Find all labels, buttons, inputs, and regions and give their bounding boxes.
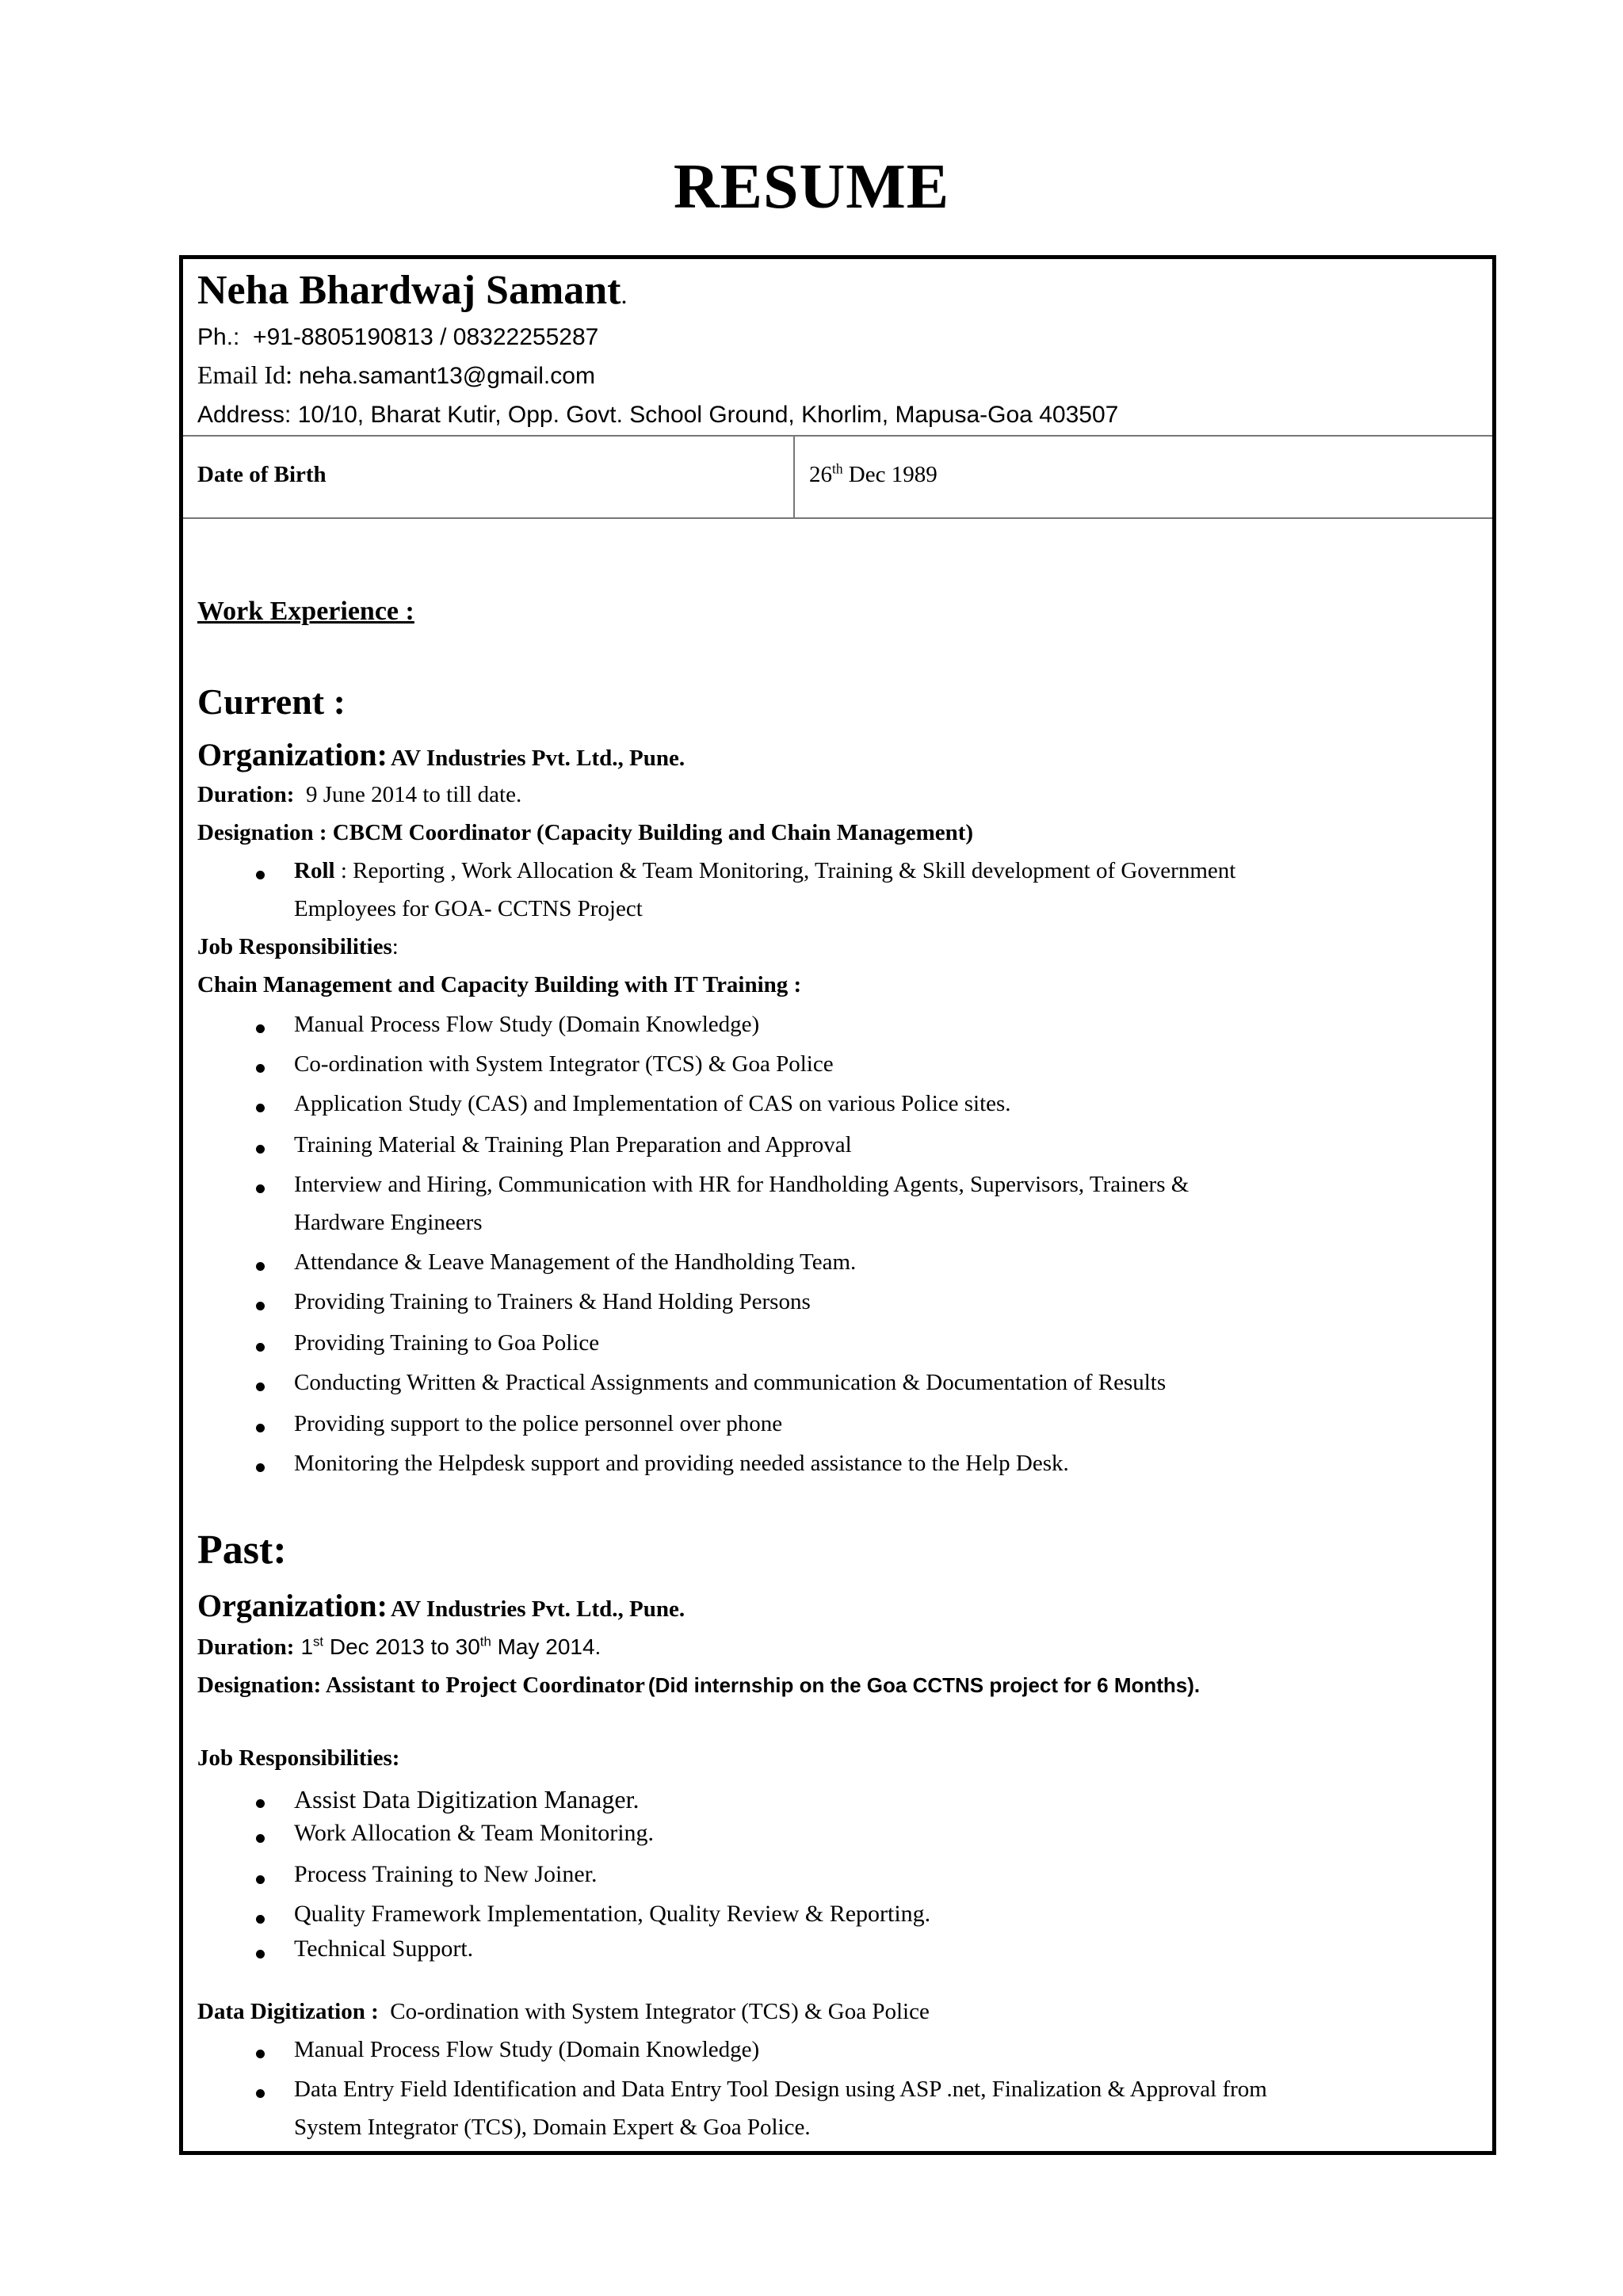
list-item-text: Training Material & Training Plan Preparation and Approval <box>294 1132 852 1158</box>
bullet-dot <box>256 1875 265 1884</box>
current-duration-label: Duration: <box>197 782 295 807</box>
phone-label: Ph.: <box>197 324 240 350</box>
past-duration-start-day: 1 <box>300 1634 314 1659</box>
list-item-text: Providing Training to Trainers & Hand Holding Persons <box>294 1289 811 1314</box>
past-org-value: AV Industries Pvt. Ltd., Pune. <box>390 1596 685 1622</box>
bullet-dot <box>256 1104 265 1112</box>
list-item-text: Manual Process Flow Study (Domain Knowledge) <box>294 2037 760 2062</box>
past-organization <box>197 1587 685 1624</box>
dob-value <box>809 462 938 488</box>
bullet-dot <box>256 1024 265 1033</box>
past-duration <box>197 1634 601 1661</box>
bullet-dot <box>256 1064 265 1073</box>
current-duration <box>197 782 521 808</box>
bullet-dot <box>256 1184 265 1193</box>
email-label: Email Id: <box>197 360 292 389</box>
dob-day-suffix: th <box>832 460 843 477</box>
candidate-name-text: Neha Bhardwaj Samant <box>197 268 621 313</box>
past-duration-end: May 2014. <box>491 1634 601 1659</box>
bullet-dot <box>256 1343 265 1352</box>
list-item-text: Providing Training to Goa Police <box>294 1330 600 1356</box>
list-item-text: Quality Framework Implementation, Quality Review & Reporting. <box>294 1901 931 1927</box>
past-org-label: Organization: <box>197 1588 388 1623</box>
candidate-name <box>197 264 628 318</box>
chain-management-heading: Chain Management and Capacity Building with IT Training : <box>197 972 802 997</box>
list-item-text: Work Allocation & Team Monitoring. <box>294 1820 655 1846</box>
current-org-label: Organization: <box>197 737 388 772</box>
current-designation: Designation : CBCM Coordinator (Capacity Building and Chain Management) <box>197 820 974 845</box>
bullet-dot <box>256 1915 265 1924</box>
list-item-text: Hardware Engineers <box>294 1210 483 1235</box>
past-duration-middle: Dec 2013 to 30 <box>323 1634 480 1659</box>
past-job-responsibilities: Job Responsibilities: <box>197 1745 400 1771</box>
email-line <box>197 360 595 390</box>
past-duration-label: Duration: <box>197 1634 295 1660</box>
list-item-text: Providing support to the police personnel over phone <box>294 1411 783 1436</box>
dob-divider <box>183 517 1492 519</box>
bullet-dot <box>256 1463 265 1472</box>
list-item-text: Interview and Hiring, Communication with HR for Handholding Agents, Supervisors, Trainers & <box>294 1172 1190 1197</box>
dob-label: Date of Birth <box>197 462 327 487</box>
roll-label: Roll <box>294 858 335 883</box>
list-item-text: Monitoring the Helpdesk support and providing needed assistance to the Help Desk. <box>294 1451 1069 1476</box>
roll-line-2: Employees for GOA- CCTNS Project <box>294 896 643 921</box>
phone-value: +91-8805190813 / 08322255287 <box>253 324 599 350</box>
list-item-text: Co-ordination with System Integrator (TCS) & Goa Police <box>294 1051 834 1077</box>
data-digitization-label: Data Digitization : <box>197 1999 379 2024</box>
current-heading: Current : <box>197 681 346 722</box>
address-line: Address: 10/10, Bharat Kutir, Opp. Govt. School Ground, Khorlim, Mapusa-Goa 403507 <box>197 402 1119 428</box>
past-designation-label: Designation: Assistant to Project Coordinator <box>197 1672 645 1698</box>
list-item-text: Process Training to New Joiner. <box>294 1861 598 1887</box>
bullet-dot <box>256 1262 265 1271</box>
list-item-text: Technical Support. <box>294 1936 474 1962</box>
past-duration-start-sup: st <box>313 1634 324 1650</box>
bullet-dot <box>256 1424 265 1432</box>
phone-line <box>197 324 598 351</box>
list-item-text: Application Study (CAS) and Implementation of CAS on various Police sites. <box>294 1091 1011 1116</box>
resume-frame <box>179 255 1496 2155</box>
current-duration-value: 9 June 2014 to till date. <box>305 782 522 807</box>
current-job-responsibilities <box>197 934 399 960</box>
roll-line-1 <box>294 858 1235 884</box>
past-duration-end-sup: th <box>479 1634 491 1650</box>
list-item-text: Conducting Written & Practical Assignments and communication & Documentation of Results <box>294 1370 1167 1395</box>
list-item-text: Attendance & Leave Management of the Handholding Team. <box>294 1249 857 1275</box>
dob-rest: Dec 1989 <box>848 462 938 487</box>
bullet-dot <box>256 1383 265 1391</box>
dob-day: 26 <box>809 462 832 487</box>
past-duration-value <box>300 1634 601 1659</box>
current-job-colon: : <box>391 934 399 959</box>
list-item-text: Manual Process Flow Study (Domain Knowledge) <box>294 1012 760 1037</box>
bullet-dot <box>256 1834 265 1843</box>
email-value: neha.samant13@gmail.com <box>298 363 595 389</box>
bullet-dot <box>256 2050 265 2058</box>
current-job-label: Job Responsibilities <box>197 934 392 959</box>
list-item-text: Data Entry Field Identification and Data Entry Tool Design using ASP .net, Finalization & Approval from <box>294 2077 1267 2102</box>
data-digitization-line <box>197 1999 930 2025</box>
roll-bullet <box>256 871 265 879</box>
data-digitization-value: Co-ordination with System Integrator (TCS) & Goa Police <box>390 1999 930 2024</box>
dob-column-divider <box>793 435 795 519</box>
past-designation <box>197 1672 1200 1699</box>
candidate-name-suffix: . <box>621 280 628 309</box>
list-item-text: System Integrator (TCS), Domain Expert & Goa Police. <box>294 2115 811 2140</box>
bullet-dot <box>256 1145 265 1154</box>
bullet-dot <box>256 1950 265 1958</box>
work-experience-heading: Work Experience : <box>197 597 414 626</box>
current-organization <box>197 736 685 773</box>
current-org-value: AV Industries Pvt. Ltd., Pune. <box>390 746 685 771</box>
page-title: RESUME <box>673 152 950 222</box>
bullet-dot <box>256 1302 265 1310</box>
list-item-text: Assist Data Digitization Manager. <box>294 1785 640 1814</box>
bullet-dot <box>256 2089 265 2098</box>
bullet-dot <box>256 1799 265 1808</box>
roll-text-1: : Reporting , Work Allocation & Team Monitoring, Training & Skill development of Government <box>340 858 1236 883</box>
past-designation-note: (Did internship on the Goa CCTNS project for 6 Months). <box>647 1673 1201 1697</box>
header-divider <box>183 435 1492 437</box>
past-heading: Past: <box>197 1527 287 1573</box>
